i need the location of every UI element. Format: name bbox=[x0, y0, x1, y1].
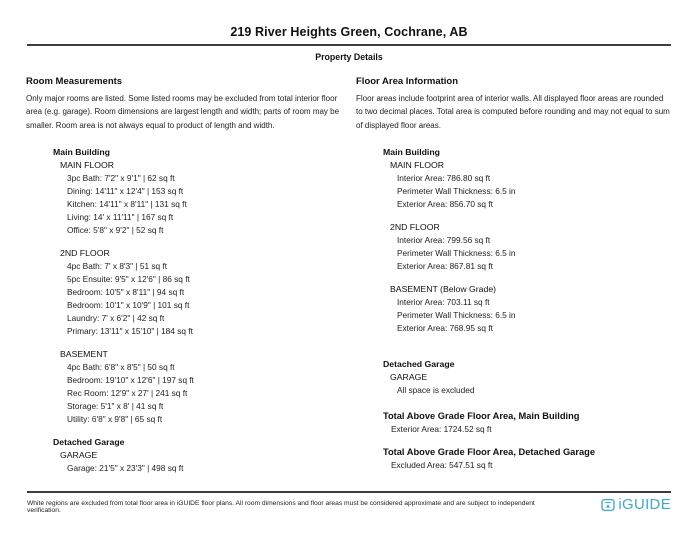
area-detail: Interior Area: 799.56 sq ft bbox=[397, 235, 491, 246]
building-detached-garage bbox=[53, 436, 342, 475]
floor-basement bbox=[60, 348, 342, 426]
building-name: Detached Garage bbox=[53, 437, 125, 448]
total-label: Total Above Grade Floor Area, Detached Garage bbox=[383, 447, 595, 458]
area-detail: All space is excluded bbox=[397, 385, 475, 396]
floor-name: BASEMENT (Below Grade) bbox=[390, 284, 497, 295]
floor-name: BASEMENT bbox=[60, 349, 108, 360]
room-measurements-heading: Room Measurements bbox=[26, 76, 123, 87]
footer-divider bbox=[27, 491, 671, 493]
room-entry: Laundry: 7' x 6'2" | 42 sq ft bbox=[67, 313, 165, 324]
area-detail: Perimeter Wall Thickness: 6.5 in bbox=[397, 186, 516, 197]
total-value: Exterior Area: 1724.52 sq ft bbox=[391, 424, 492, 435]
room-entry: Kitchen: 14'11" x 8'11" | 131 sq ft bbox=[67, 199, 187, 210]
room-entry: Rec Room: 12'9" x 27' | 241 sq ft bbox=[67, 388, 188, 399]
floor-main-floor bbox=[60, 159, 342, 237]
building-name: Main Building bbox=[383, 147, 440, 158]
building-main-building-areas bbox=[383, 146, 672, 335]
floor-name: MAIN FLOOR bbox=[60, 160, 115, 171]
content-columns bbox=[0, 76, 698, 475]
floor-main-floor-areas bbox=[390, 159, 672, 211]
page-title: 219 River Heights Green, Cochrane, AB bbox=[230, 25, 468, 39]
room-entry: Living: 14' x 11'11" | 167 sq ft bbox=[67, 212, 174, 223]
total-label: Total Above Grade Floor Area, Main Building bbox=[383, 411, 580, 422]
footer-disclaimer: White regions are excluded from total floor area in iGUIDE floor plans. All room dimensions and floor areas must be considered approximate and are subject to independent verification. bbox=[27, 500, 535, 514]
area-detail: Exterior Area: 768.95 sq ft bbox=[397, 323, 493, 334]
room-entry: 4pc Bath: 7' x 8'3" | 51 sq ft bbox=[67, 261, 168, 272]
floor-area-heading: Floor Area Information bbox=[356, 76, 459, 87]
area-detail: Perimeter Wall Thickness: 6.5 in bbox=[397, 248, 516, 259]
room-entry: 4pc Bath: 6'8" x 8'5" | 50 sq ft bbox=[67, 362, 175, 373]
room-entry: Bedroom: 19'10" x 12'6" | 197 sq ft bbox=[67, 375, 194, 386]
room-entry: Primary: 13'11" x 15'10" | 184 sq ft bbox=[67, 326, 193, 337]
floor-name: 2ND FLOOR bbox=[60, 248, 110, 259]
building-detached-garage-areas bbox=[383, 358, 672, 397]
page-subtitle: Property Details bbox=[315, 52, 383, 62]
area-detail: Interior Area: 786.80 sq ft bbox=[397, 173, 491, 184]
room-entry: 3pc Bath: 7'2" x 9'1" | 62 sq ft bbox=[67, 173, 175, 184]
room-entry: Garage: 21'5" x 23'3" | 498 sq ft bbox=[67, 463, 184, 474]
header-divider bbox=[27, 44, 671, 46]
floor-name: GARAGE bbox=[60, 450, 98, 461]
iguide-logo bbox=[601, 497, 671, 512]
floor-garage bbox=[60, 449, 342, 475]
floor-name: GARAGE bbox=[390, 372, 428, 383]
iguide-logo-text: iGUIDE bbox=[618, 496, 671, 513]
room-entry: Bedroom: 10'1" x 10'9" | 101 sq ft bbox=[67, 300, 190, 311]
area-detail: Exterior Area: 856.70 sq ft bbox=[397, 199, 493, 210]
area-detail: Perimeter Wall Thickness: 6.5 in bbox=[397, 310, 516, 321]
floor-area-column bbox=[356, 76, 672, 475]
area-detail: Exterior Area: 867.81 sq ft bbox=[397, 261, 493, 272]
room-entry: Storage: 5'1" x 8' | 41 sq ft bbox=[67, 401, 164, 412]
floor-2nd-floor-areas bbox=[390, 221, 672, 273]
building-name: Detached Garage bbox=[383, 359, 455, 370]
floor-name: 2ND FLOOR bbox=[390, 222, 440, 233]
building-name: Main Building bbox=[53, 147, 110, 158]
room-measurements-description: Only major rooms are listed. Some listed rooms may be excluded from total interior floor area (e.g. garage). Room dimensions are largest length and width; parts of room may be smaller. Room area is not always equal to product of length and width. bbox=[26, 94, 340, 130]
floor-basement-areas bbox=[390, 283, 672, 335]
room-entry: 5pc Ensuite: 9'5" x 12'6" | 86 sq ft bbox=[67, 274, 190, 285]
floor-area-description: Floor areas include footprint area of interior walls. All displayed floor areas are rounded to two decimal places. Total area is computed before rounding and may not equal to sum of displayed floor areas. bbox=[356, 94, 670, 130]
total-above-grade-main-building bbox=[383, 410, 672, 436]
area-detail: Interior Area: 703.11 sq ft bbox=[397, 297, 490, 308]
footer-row bbox=[0, 496, 698, 514]
total-value: Excluded Area: 547.51 sq ft bbox=[391, 460, 493, 471]
total-above-grade-detached-garage bbox=[383, 446, 672, 472]
room-measurements-column bbox=[26, 76, 342, 475]
floor-2nd-floor bbox=[60, 247, 342, 338]
floor-name: MAIN FLOOR bbox=[390, 160, 445, 171]
page-footer bbox=[0, 491, 698, 514]
iguide-logo-icon bbox=[601, 498, 615, 512]
building-main-building bbox=[53, 146, 342, 426]
room-entry: Utility: 6'8" x 9'8" | 65 sq ft bbox=[67, 414, 163, 425]
room-entry: Bedroom: 10'5" x 8'11" | 94 sq ft bbox=[67, 287, 185, 298]
floor-garage-areas bbox=[390, 371, 672, 397]
room-entry: Dining: 14'11" x 12'4" | 153 sq ft bbox=[67, 186, 184, 197]
room-entry: Office: 5'8" x 9'2" | 52 sq ft bbox=[67, 225, 164, 236]
